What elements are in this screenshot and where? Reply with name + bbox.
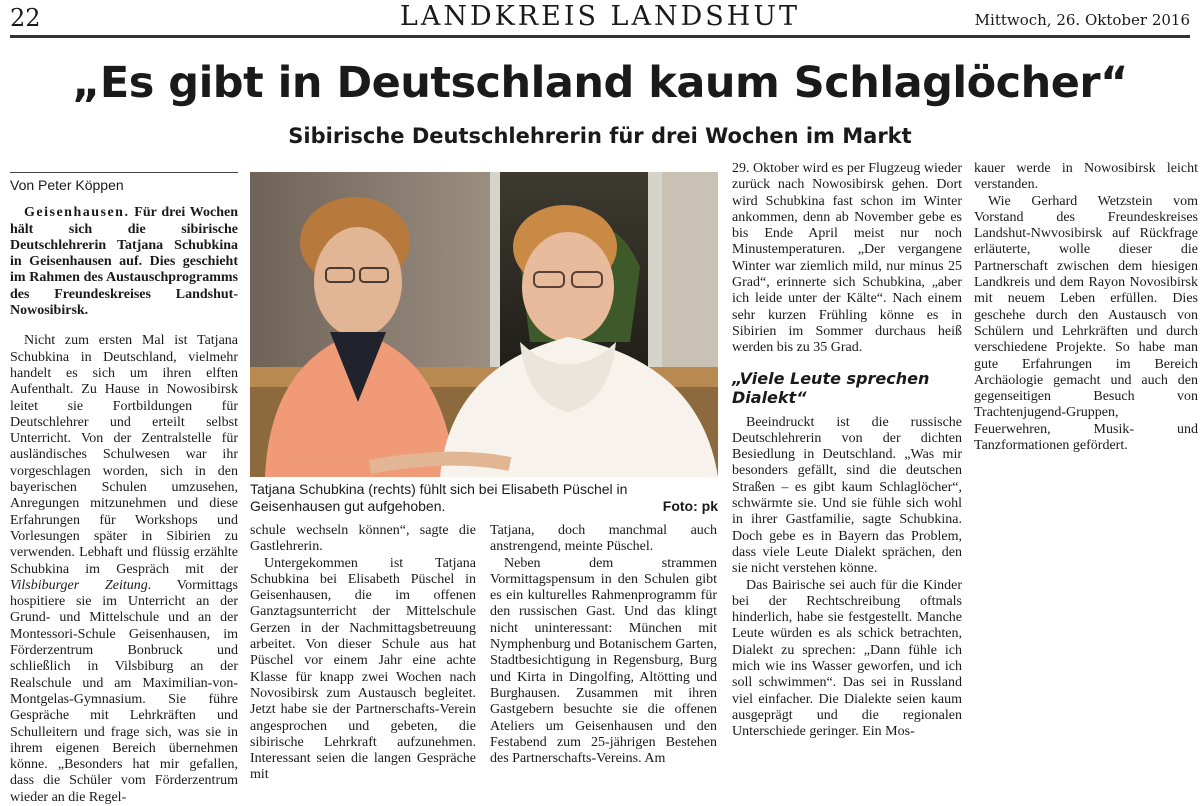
body-paragraph: Das Bairische sei auch für die Kinder bei der Rechtschreibung oftmals hinderlich, habe sie festgestellt. Manche Leute würden es als schick betrachten, Dialekt zu sprechen: „Dann fühle ich mich wie ins Wasser geworfen, und ich soll schwimmen“. Das sei in Russland viel einfacher. Die Dialekte seien kaum ausgeprägt und die regionalen Unterschiede geringer. Ein Mos-: [732, 577, 962, 740]
body-paragraph: Untergekommen ist Tatjana Schubkina bei Elisabeth Püschel in Geisenhausen, die im offenen Ganztagsunterricht der Mittelschule Gerzen in der Nachmittagsbetreuung arbeitet. Von dieser Schule aus hat Püschel vor einem Jahr eine achte Klasse für knapp zwei Wochen nach Novosibirsk zum Austausch begleitet. Jetzt habe sie der Partnerschafts-Verein angesprochen und gebeten, die sibirische Lehrkraft aufzunehmen. Interessant seien die langen Gespräche mit: [250, 555, 476, 783]
byline-rule: [10, 172, 238, 173]
newspaper-name: Vilsbiburger Zeitung: [10, 577, 148, 593]
lead-text: Für drei Wochen hält sich die sibirische Deutschlehrerin Tatjana Schubkina in Geisenhausen auf. Dies geschieht im Rahmen des Austauschprogramms des Freundeskreises Landshut-Nowosibirsk.: [10, 205, 239, 319]
article-column-4: [732, 161, 962, 741]
article-photo: [250, 172, 718, 477]
body-paragraph: Tatjana, doch manchmal auch anstrengend, meinte Püschel.: [490, 523, 717, 555]
article-column-2: [250, 523, 476, 784]
subheadline: Sibirische Deutschlehrerin für drei Wochen im Markt: [288, 124, 912, 148]
photo-illustration: [250, 172, 718, 477]
caption-text: Tatjana Schubkina (rechts) fühlt sich bei Elisabeth Püschel in Geisenhausen gut aufgehoben.: [250, 481, 628, 514]
byline: Von Peter Köppen: [10, 177, 124, 193]
header-rule: [10, 35, 1190, 38]
body-paragraph: Neben dem strammen Vormittagspensum in den Schulen gibt es ein kulturelles Rahmenprogramm für den russischen Gast. Und das klingt nicht uninteressant: München mit Nymphenburg und Botanischem Garten, Stadtbesichtigung in Regensburg, Burg und Kirta in Dingolfing, Altötting und Burghausen. Zusammen mit ihren Gastgebern besuchte sie die offenen Ateliers um Geisenhausen und den Festabend zum 25-jährigen Bestehen des Partnerschafts-Vereins. Am: [490, 555, 717, 767]
photo-caption: [250, 481, 718, 515]
section-title: LANDKREIS LANDSHUT: [399, 1, 801, 32]
page-number: 22: [10, 4, 41, 32]
article-column-1: [10, 172, 238, 806]
dateline: Geisenhausen.: [24, 205, 130, 221]
intertitle: „Viele Leute sprechen Dialekt“: [732, 368, 930, 407]
body-paragraph: Beeindruckt ist die russische Deutschlehrerin von der dichten Besiedlung in Deutschland. „Was mir besonders gefällt, sind die deutschen Straßen – es gibt kaum Schlaglöcher“, schwärmte sie. Und sie fühle sich wohl in ihrer Gastfamilie, sagte Schubkina. Doch gebe es in Bayern das Problem, dass viele Leute Dialekt sprächen, den sie nicht verstehen könne.: [732, 414, 962, 577]
headline: „Es gibt in Deutschland kaum Schlaglöcher“: [72, 58, 1128, 108]
body-paragraph: kauer werde in Nowosibirsk leicht verstanden.: [974, 161, 1198, 193]
body-text: . Vormittags hospitiere sie im Unterricht an der Grund- und Mittelschule und an der Montessori-Schule Geisenhausen, im Förderzentrum Bonbruck und schließlich in Vilsbiburg an der Realschule und am Maximilian-von-Montgelas-Gymnasium. Sie führe Gespräche mit Lehrkräften und Schulleitern und frage sich, was sie in ihrem eigenen Bereich übernehmen könne. „Besonders hat mir gefallen, dass die Schüler vom Förderzentrum wieder an die Regel-: [10, 577, 238, 805]
issue-date: Mittwoch, 26. Oktober 2016: [974, 11, 1190, 29]
lead-paragraph: [10, 205, 238, 319]
body-paragraph: Wie Gerhard Wetzstein vom Vorstand des Freundeskreises Landshut-Nwvosibirsk auf Rückfrage erläuterte, wolle dieser die Partnerschaft zwischen dem hiesigen Landkreis und dem Rayon Novosibirsk mit neuem Leben erfüllen. Dies geschehe durch den Austausch von Schülern und Lehrkräften und durch verschiedene Projekte. So habe man gute Erfahrungen im Bereich Archäologie gemacht und auch den gegenseitigen Besuch von Trachtenjugend-Gruppen, Feuerwehren, Musik- und Tanzformationen gefördert.: [974, 193, 1198, 454]
article-column-5: [974, 161, 1198, 454]
body-text: Nicht zum ersten Mal ist Tatjana Schubkina in Deutschland, vielmehr handelt es sich um ihren elften Aufenthalt. Zu Hause in Nowosibirsk leitet sie Fortbildungen für Deutschlehrer und erteilt selbst Unterricht. Von der Zentralstelle für ausländisches Schulwesen war ihr vorgeschlagen worden, sich in den bayerischen Schulen umzusehen, Anregungen mitzunehmen und diese Erfahrungen für Workshops und Vorlesungen später in Sibirien zu verwenden. Lebhaft und flüssig erzählte Schubkina im Gespräch mit der: [10, 333, 238, 577]
body-paragraph: schule wechseln können“, sagte die Gastlehrerin.: [250, 523, 476, 555]
body-paragraph: [10, 333, 238, 806]
body-paragraph: 29. Oktober wird es per Flugzeug wieder zurück nach Nowosibirsk gehen. Dort wird Schubkina fast schon im Winter ankommen, denn ab November gebe es bis Ende April meist nur noch Minustemperaturen. „Der vergangene Winter war ziemlich mild, nur minus 25 Grad“, erinnerte sich Schubkina, „aber ich leide unter der Kälte“. Nach einem sehr kurzen Frühling könne es in Sibirien im Sommer durchaus heiß werden bis zu 35 Grad.: [732, 161, 962, 356]
photo-credit: Foto: pk: [662, 498, 718, 514]
article-column-3: [490, 523, 717, 767]
